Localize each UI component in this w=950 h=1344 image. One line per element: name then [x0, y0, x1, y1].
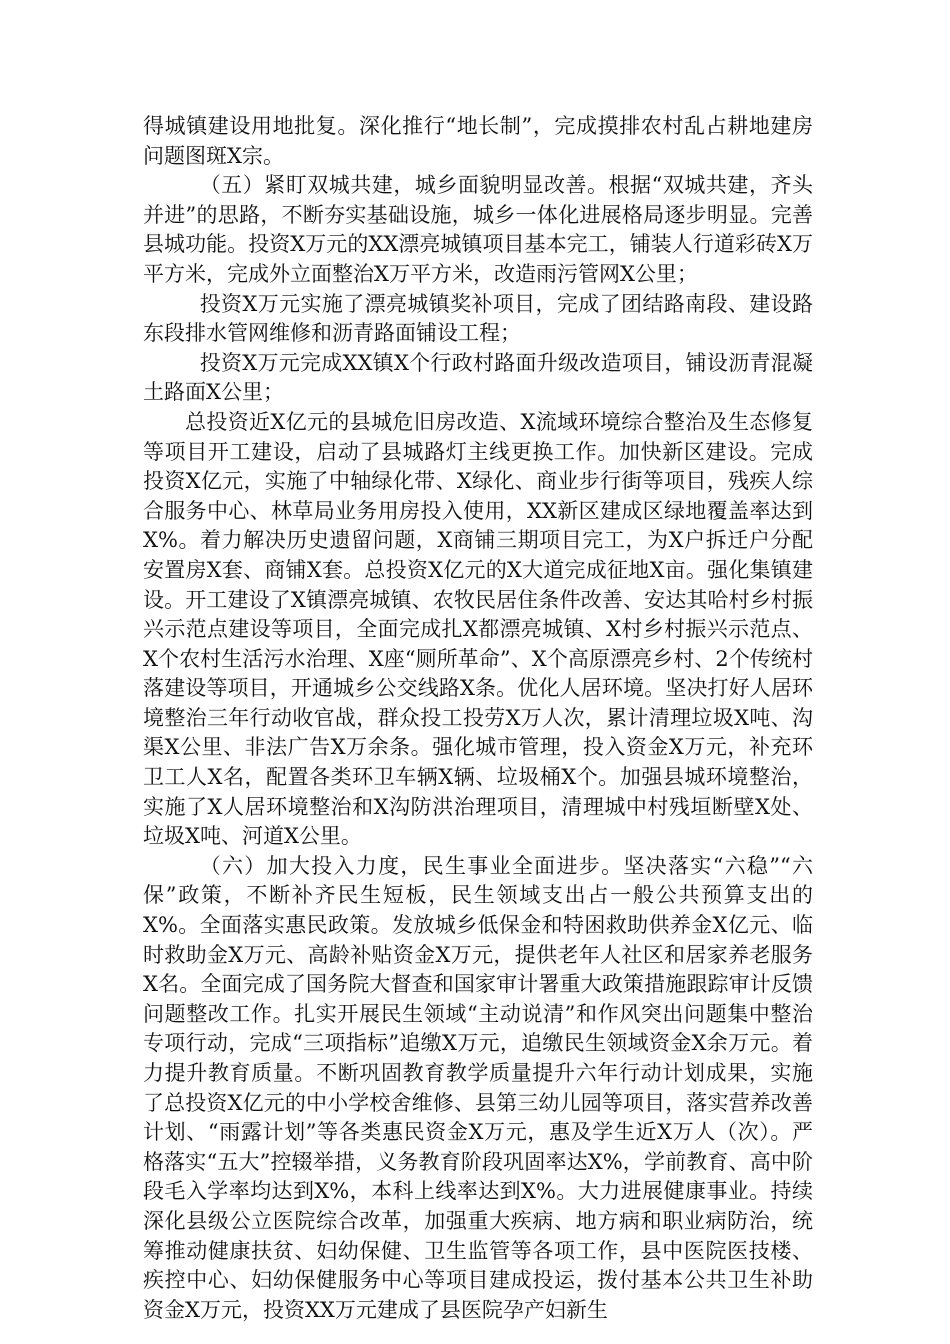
paragraph-section-five: （五）紧盯双城共建，城乡面貌明显改善。根据“双城共建，齐头并进”的思路，不断夯实基础设施，城乡一体化进展格局逐步明显。完善县城功能。投资X万元的XX漂亮城镇项目基本完工，铺装人行道彩砖X万平方米，完成外立面整治X万平方米，改造雨污管网X公里；: [143, 173, 813, 286]
paragraph-land-approval: 得城镇建设用地批复。深化推行“地长制”，完成摸排农村乱占耕地建房问题图斑X宗。: [143, 114, 813, 168]
paragraph-town-subsidy: 投资X万元实施了漂亮城镇奖补项目，完成了团结路南段、建设路东段排水管网维修和沥青路面铺设工程；: [143, 291, 813, 346]
paragraph-section-six: （六）加大投入力度，民生事业全面进步。坚决落实“六稳”“六保”政策，不断补齐民生短板，民生领域支出占一般公共预算支出的X%。全面落实惠民政策。发放城乡低保金和特困救助供养金X亿元、临时救助金X万元、高龄补贴资金X万元，提供老年人社区和居家养老服务X名。全面完成了国务院大督查和国家审计署重大政策措施跟踪审计反馈问题整改工作。扎实开展民生领域“主动说清”和作风突出问题集中整治专项行动，完成“三项指标”追缴X万元，追缴民生领域资金X余万元。着力提升教育质量。不断巩固教育教学质量提升六年行动计划成果，实施了总投资X亿元的中小学校舍维修、县第三幼儿园等项目，落实营养改善计划、“雨露计划”等各类惠民资金X万元，惠及学生近X万人（次）。严格落实“五大”控辍举措，义务教育阶段巩固率达X%，学前教育、高中阶段毛入学率均达到X%，本科上线率达到X%。大力进展健康事业。持续深化县级公立医院综合改革，加强重大疾病、地方病和职业病防治，统筹推动健康扶贫、妇幼保健、卫生监管等各项工作，县中医院医技楼、疾控中心、妇幼保健服务中心等项目建成投运，拨付基本公共卫生补助资金X万元，投资XX万元建成了县医院孕产妇新生: [143, 853, 813, 1322]
paragraph-county-renovation: 总投资近X亿元的县城危旧房改造、X流域环境综合整治及生态修复等项目开工建设，启动了县城路灯主线更换工作。加快新区建设。完成投资X亿元，实施了中轴绿化带、X绿化、商业步行街等项目，残疾人综合服务中心、林草局业务用房投入使用，XX新区建成区绿地覆盖率达到X%。着力解决历史遗留问题，X商铺三期项目完工，为X户拆迁户分配安置房X套、商铺X套。总投资X亿元的X大道完成征地X亩。强化集镇建设。开工建设了X镇漂亮城镇、农牧民居住条件改善、安达其哈村乡村振兴示范点建设等项目，全面完成扎X都漂亮城镇、X村乡村振兴示范点、X个农村生活污水治理、X座“厕所革命”、X个高原漂亮乡村、2个传统村落建设等项目，开通城乡公交线路X条。优化人居环境。坚决打好人居环境整治三年行动收官战，群众投工投劳X万人次，累计清理垃圾X吨、沟渠X公里、非法广告X万余条。强化城市管理，投入资金X万元，补充环卫工人X名，配置各类环卫车辆X辆、垃圾桶X个。加强县城环境整治，实施了X人居环境整治和X沟防洪治理项目，清理城中村残垣断壁X处、垃圾X吨、河道X公里。: [143, 409, 813, 849]
document-page: [143, 112, 813, 1325]
paragraph-village-roads: 投资X万元完成XX镇X个行政村路面升级改造项目，铺设沥青混凝土路面X公里；: [143, 350, 813, 405]
